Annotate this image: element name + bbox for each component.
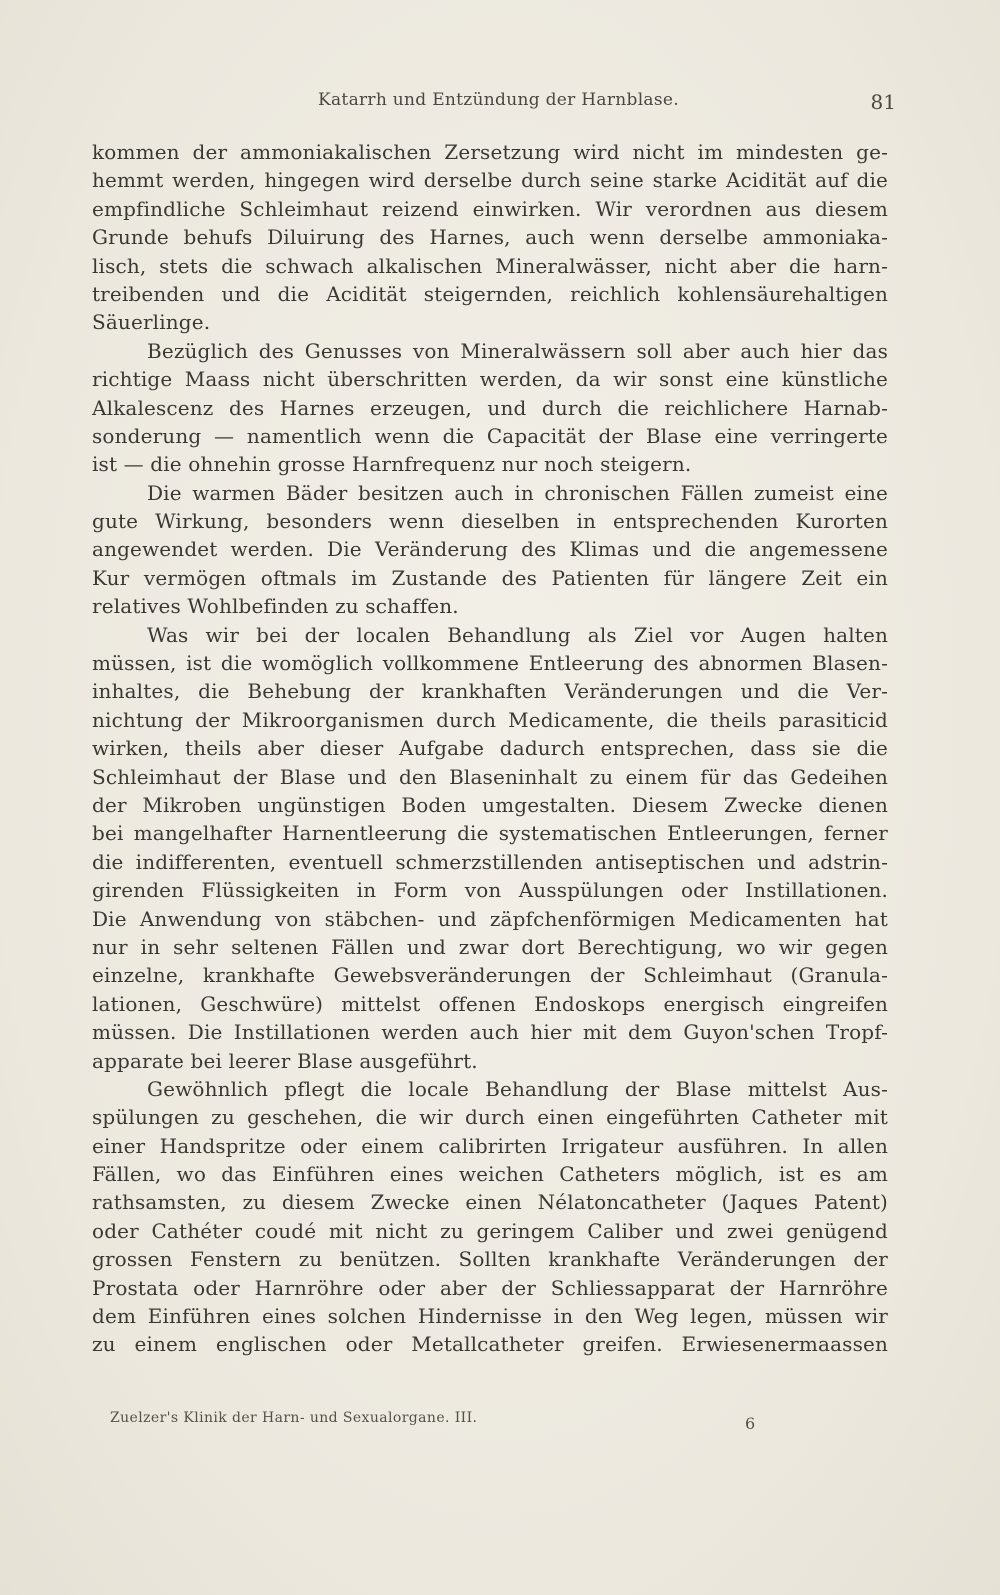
text-line: Alkalescenz des Harnes erzeugen, und durch die reichlichere Harnab- (92, 395, 888, 420)
text-line: hemmt werden, hingegen wird derselbe durch seine starke Acidität auf die (92, 168, 888, 193)
text-line: angewendet werden. Die Veränderung des Klimas und die angemessene (92, 537, 888, 562)
text-line: Die warmen Bäder besitzen auch in chronischen Fällen zumeist eine (147, 480, 888, 505)
text-line: spülungen zu geschehen, die wir durch einen eingeführten Catheter mit (92, 1105, 888, 1130)
body-text (92, 138, 888, 1359)
text-line: inhaltes, die Behebung der krankhaften Veränderungen und die Ver- (92, 679, 888, 704)
text-line: einzelne, krankhafte Gewebsveränderungen der Schleimhaut (Granula- (92, 963, 888, 988)
text-line: treibenden und die Acidität steigernden, reichlich kohlensäurehaltigen (92, 281, 888, 306)
text-line: Bezüglich des Genusses von Mineralwässern soll aber auch hier das (147, 338, 888, 363)
text-line: gute Wirkung, besonders wenn dieselben in entsprechenden Kurorten (92, 509, 888, 534)
text-line: Prostata oder Harnröhre oder aber der Schliessapparat der Harnröhre (92, 1275, 888, 1300)
text-line: kommen der ammoniakalischen Zersetzung wird nicht im mindesten ge- (92, 140, 888, 164)
text-line: die indifferenten, eventuell schmerzstillenden antiseptischen und adstrin- (92, 849, 888, 874)
text-line: müssen. Die Instillationen werden auch hier mit dem Guyon'schen Tropf- (92, 1020, 888, 1045)
text-line: sonderung — namentlich wenn die Capacität der Blase eine verringerte (92, 423, 888, 448)
text-line: nur in sehr seltenen Fällen und zwar dort Berechtigung, wo wir gegen (92, 934, 888, 959)
text-line: dem Einführen eines solchen Hindernisse in den Weg legen, müssen wir (92, 1304, 888, 1329)
text-line: girenden Flüssigkeiten in Form von Ausspülungen oder Instillationen. (92, 878, 888, 903)
text-line: relatives Wohlbefinden zu schaffen. (92, 594, 459, 619)
text-line: ist — die ohnehin grosse Harnfrequenz nur noch steigern. (92, 452, 692, 477)
page-footer (110, 1410, 760, 1434)
running-title: Katarrh und Entzündung der Harnblase. (318, 90, 679, 110)
text-line: einer Handspritze oder einem calibrirten Irrigateur ausführen. In allen (92, 1133, 888, 1158)
text-line: richtige Maass nicht überschritten werden, da wir sonst eine künstliche (92, 367, 888, 392)
text-line: Was wir bei der localen Behandlung als Ziel vor Augen halten (147, 622, 888, 647)
text-line: rathsamsten, zu diesem Zwecke einen Nélatoncatheter (Jaques Patent) (92, 1190, 888, 1215)
text-line: Säuerlinge. (92, 310, 211, 335)
running-head (100, 90, 896, 120)
text-line: müssen, ist die womöglich vollkommene Entleerung des abnormen Blasen- (92, 651, 888, 676)
text-line: zu einem englischen oder Metallcatheter greifen. Erwiesenermaassen (92, 1332, 888, 1357)
text-line: Gewöhnlich pflegt die locale Behandlung der Blase mittelst Aus- (147, 1076, 888, 1101)
text-line: empfindliche Schleimhaut reizend einwirken. Wir verordnen aus diesem (92, 196, 888, 221)
text-line: nichtung der Mikroorganismen durch Medicamente, die theils parasiticid (92, 707, 888, 732)
text-line: wirken, theils aber dieser Aufgabe dadurch entsprechen, dass sie die (92, 736, 888, 761)
signature-mark: 6 (745, 1414, 756, 1433)
text-line: Kur vermögen oftmals im Zustande des Patienten für längere Zeit ein (92, 565, 888, 590)
text-line: Schleimhaut der Blase und den Blaseninhalt zu einem für das Gedeihen (92, 764, 888, 789)
text-line: lisch, stets die schwach alkalischen Mineralwässer, nicht aber die harn- (92, 253, 888, 278)
text-line: der Mikroben ungünstigen Boden umgestalten. Diesem Zwecke dienen (92, 792, 888, 817)
page-number: 81 (870, 90, 896, 114)
text-line: bei mangelhafter Harnentleerung die systematischen Entleerungen, ferner (92, 821, 888, 846)
footer-citation: Zuelzer's Klinik der Harn- und Sexualorgane. III. (110, 1410, 478, 1426)
text-line: oder Cathéter coudé mit nicht zu geringem Caliber und zwei genügend (92, 1218, 888, 1243)
text-line: Fällen, wo das Einführen eines weichen Catheters möglich, ist es am (92, 1162, 888, 1187)
text-line: Die Anwendung von stäbchen- und zäpfchenförmigen Medicamenten hat (92, 906, 888, 931)
text-line: grossen Fenstern zu benützen. Sollten krankhafte Veränderungen der (92, 1247, 888, 1272)
text-line: lationen, Geschwüre) mittelst offenen Endoskops energisch eingreifen (92, 991, 888, 1016)
text-line: apparate bei leerer Blase ausgeführt. (92, 1048, 478, 1073)
text-line: Grunde behufs Diluirung des Harnes, auch wenn derselbe ammoniaka- (92, 225, 888, 250)
